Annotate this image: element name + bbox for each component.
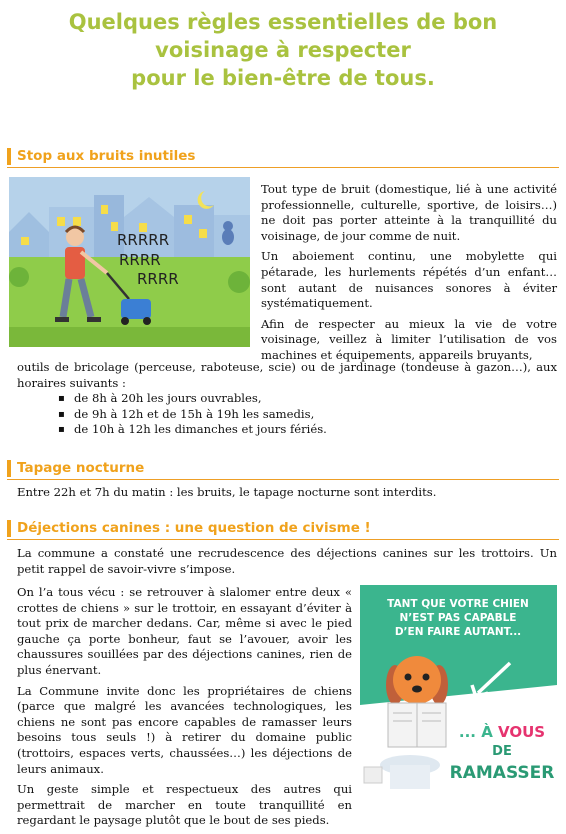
poster-line-4-highlight: VOUS: [498, 723, 546, 741]
poster-line-4-prefix: ... À: [458, 723, 499, 741]
section-heading-dogs: [7, 518, 371, 538]
title-line-3: pour le bien-être de tous.: [131, 66, 435, 90]
lawnmower-illustration: [9, 177, 250, 347]
section-rule: [7, 539, 559, 540]
page-title: [0, 8, 566, 92]
noise-paragraph-3b: outils de bricolage (perceuse, raboteuse, scie) ou de jardinage (tondeuse à gazon…), aux horaires suivants :: [17, 360, 557, 390]
list-item: ▪ de 10h à 12h les dimanches et jours fériés.: [58, 422, 327, 438]
heading-marker: [7, 460, 11, 477]
list-item: ▪ de 9h à 12h et de 15h à 19h les samedis,: [58, 407, 327, 423]
dogs-paragraph-1: On l’a tous vécu : se retrouver à slalomer entre deux « crottes de chiens » sur le trottoir, en essayant d’éviter à tout prix de marcher dedans. Car, même si avec le pied gauche ça porte bonheur, faut se l’avouer, avoir les chaussures souillées par des déjections canines, rien de plus énervant.: [17, 585, 352, 677]
section-heading-noise-label: Stop aux bruits inutiles: [17, 148, 196, 164]
list-item: ▪ de 8h à 20h les jours ouvrables,: [58, 391, 327, 407]
poster-line-2: N’EST PAS CAPABLE: [399, 612, 517, 624]
noise-paragraph-2: Un aboiement continu, une mobylette qui pétarade, les hurlements répétés d’un enfant… sont autant de nuisances sonores à éviter systématiquement.: [261, 249, 557, 311]
section-rule: [7, 167, 559, 168]
noise-text-1: RRRRR: [117, 231, 170, 249]
dogs-text-block: [17, 585, 352, 834]
section-heading-dogs-label: Déjections canines : une question de civisme !: [17, 520, 371, 536]
section-heading-noise: [7, 146, 195, 166]
poster-line-1: TANT QUE VOTRE CHIEN: [387, 598, 529, 610]
heading-marker: [7, 520, 11, 537]
noise-text-2: RRRR: [119, 251, 161, 269]
poster-line-5: DE: [492, 744, 512, 759]
quiet-hours-list: [58, 391, 327, 438]
heading-marker: [7, 148, 11, 165]
poster-line-3: D’EN FAIRE AUTANT...: [394, 626, 522, 638]
poster-line-6: RAMASSER: [449, 763, 555, 783]
noise-text-block: [261, 182, 557, 364]
title-line-1: Quelques règles essentielles de bon: [68, 10, 498, 34]
dogs-paragraph-2: La Commune invite donc les propriétaires de chiens (parce que malgré les avancées technologiques, les chiens ne sont pas encore capables de ramasser leurs besoins tous seuls !) à retirer du domaine public (trottoirs, espaces verts, chaussées…) les déjections de leurs animaux.: [17, 683, 352, 776]
dogs-intro: La commune a constaté une recrudescence des déjections canines sur les trottoirs. Un petit rappel de savoir-vivre s’impose.: [17, 546, 557, 576]
dog-poster: [360, 585, 557, 792]
noise-paragraph-3a: Afin de respecter au mieux la vie de votre voisinage, veillez à limiter l’utilisation de vos machines et équipements, appareils bruyants,: [261, 316, 557, 362]
noise-paragraph-1: Tout type de bruit (domestique, lié à une activité professionnelle, culturelle, sportive, de loisirs…) ne doit pas porter atteinte à la tranquillité du voisinage, de jour comme de nuit.: [261, 182, 557, 243]
poster-line-4: [459, 722, 545, 741]
noise-text-3: RRRR: [137, 270, 179, 288]
title-line-2: voisinage à respecter: [155, 38, 411, 62]
section-heading-night-label: Tapage nocturne: [17, 460, 145, 476]
night-paragraph: Entre 22h et 7h du matin : les bruits, le tapage nocturne sont interdits.: [17, 485, 437, 499]
section-heading-night: [7, 458, 144, 478]
section-rule: [7, 479, 559, 480]
dogs-paragraph-3: Un geste simple et respectueux des autres qui permettrait de marcher en toute tranquillité en regardant le paysage plutôt que le bout de ses pieds.: [17, 782, 352, 828]
